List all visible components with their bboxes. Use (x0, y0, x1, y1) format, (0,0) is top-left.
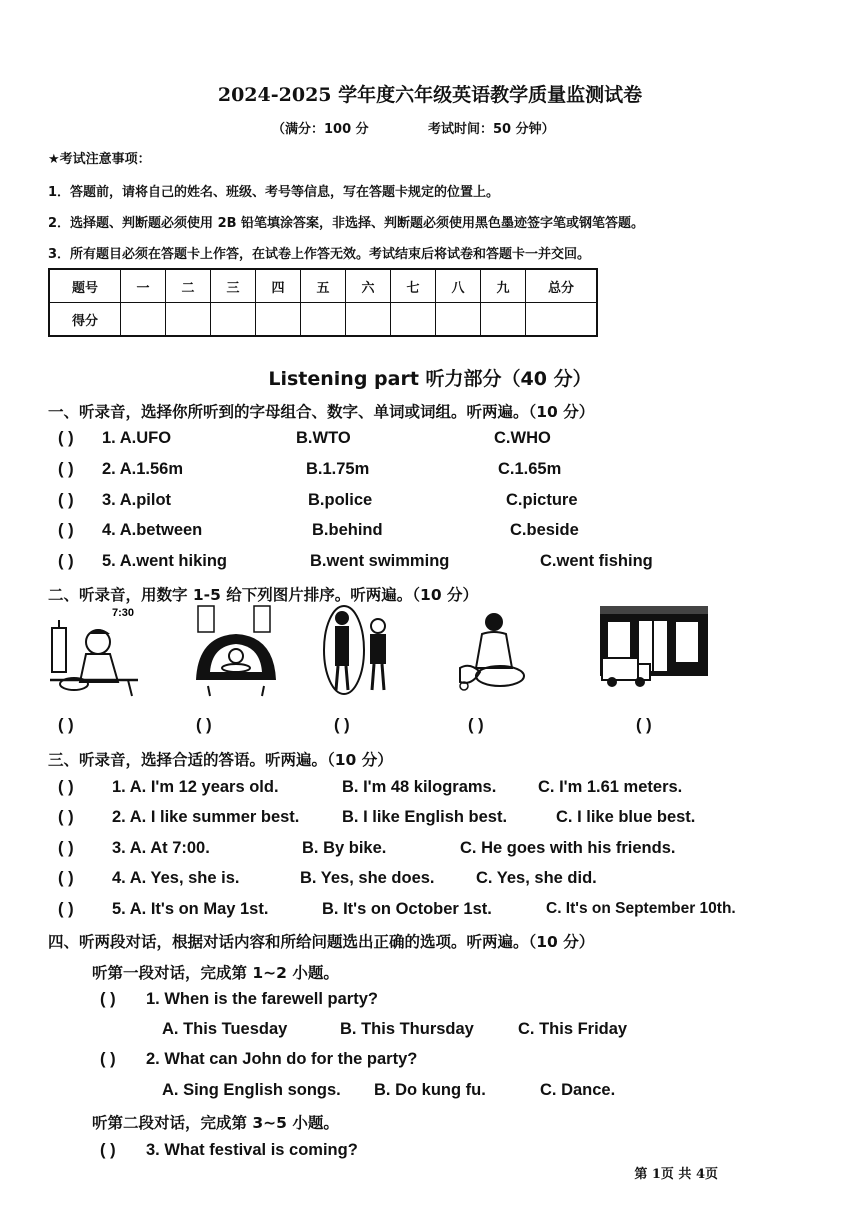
option-c: C. I'm 1.61 meters. (538, 778, 683, 796)
option-a: 2. A. I like summer best. (112, 808, 300, 826)
answer-blank[interactable]: ( ) (58, 839, 74, 857)
woman-washing-clothes-image (452, 602, 532, 698)
option-b: B.WTO (296, 429, 351, 447)
table-cell: 二 (166, 269, 211, 303)
score-cell[interactable] (256, 303, 301, 337)
table-cell: 得分 (49, 303, 121, 337)
picture-order-blank[interactable]: ( ) (468, 716, 484, 734)
two-people-talking-image (322, 602, 396, 698)
score-cell[interactable] (211, 303, 256, 337)
answer-blank[interactable]: ( ) (58, 491, 74, 509)
picture-order-blank[interactable]: ( ) (636, 716, 652, 734)
option-c: C. Yes, she did. (476, 869, 597, 887)
answer-blank[interactable]: ( ) (58, 521, 74, 539)
picture-order-blank[interactable]: ( ) (58, 716, 74, 734)
score-cell[interactable] (166, 303, 211, 337)
dialog-1-instruction: 听第一段对话，完成第 1~2 小题。 (92, 964, 339, 982)
dialog-2-instruction: 听第二段对话，完成第 3~5 小题。 (92, 1114, 339, 1132)
answer-blank[interactable]: ( ) (58, 552, 74, 570)
option-b: B. Yes, she does. (300, 869, 435, 887)
notice-heading: ★考试注意事项： (48, 152, 151, 167)
notice-item: 2．选择题、判断题必须使用 2B 铅笔填涂答案，非选择、判断题必须使用黑色墨迹签字笔或钢笔答题。 (48, 216, 645, 231)
option-a: A. Sing English songs. (162, 1081, 341, 1099)
table-cell: 总分 (526, 269, 598, 303)
option-a: 3. A. At 7:00. (112, 839, 210, 857)
option-a: 5. A.went hiking (102, 552, 227, 570)
option-c: C. He goes with his friends. (460, 839, 676, 857)
option-c: C. This Friday (518, 1020, 628, 1038)
option-b: B. This Thursday (340, 1020, 474, 1038)
option-a: 4. A.between (102, 521, 203, 539)
notice-item: 3．所有题目必须在答题卡上作答，在试卷上作答无效。考试结束后将试卷和答题卡一并交回。 (48, 247, 591, 262)
exam-time: 考试时间：50 分钟） (428, 122, 555, 137)
score-cell[interactable] (391, 303, 436, 337)
option-b: B. I'm 48 kilograms. (342, 778, 497, 796)
score-table-score-row (49, 303, 597, 337)
boy-eating-breakfast-image (48, 602, 140, 698)
answer-blank[interactable]: ( ) (58, 429, 74, 447)
option-b: B. It's on October 1st. (322, 900, 492, 918)
answer-blank[interactable]: ( ) (58, 778, 74, 796)
answer-blank[interactable]: ( ) (100, 1050, 116, 1068)
option-a: 5. A. It's on May 1st. (112, 900, 269, 918)
table-cell: 八 (436, 269, 481, 303)
score-table-header-row (49, 269, 597, 303)
option-a: 3. A.pilot (102, 491, 172, 509)
person-driving-car-image (190, 602, 282, 698)
score-cell[interactable] (481, 303, 526, 337)
question-text: 2. What can John do for the party? (146, 1050, 418, 1068)
table-cell: 题号 (49, 269, 121, 303)
answer-blank[interactable]: ( ) (58, 869, 74, 887)
option-b: B. By bike. (302, 839, 387, 857)
option-c: C.beside (510, 521, 579, 539)
option-a: 2. A.1.56m (102, 460, 184, 478)
table-cell: 九 (481, 269, 526, 303)
picture-order-blank[interactable]: ( ) (334, 716, 350, 734)
option-b: B. I like English best. (342, 808, 508, 826)
table-cell: 五 (301, 269, 346, 303)
answer-blank[interactable]: ( ) (58, 808, 74, 826)
score-cell[interactable] (301, 303, 346, 337)
score-table (48, 268, 598, 337)
notice-item: 1．答题前，请将自己的姓名、班级、考号等信息，写在答题卡规定的位置上。 (48, 185, 500, 200)
table-cell: 七 (391, 269, 436, 303)
option-a: 1. A.UFO (102, 429, 172, 447)
option-a: A. This Tuesday (162, 1020, 288, 1038)
option-b: B.went swimming (310, 552, 450, 570)
option-a: 4. A. Yes, she is. (112, 869, 240, 887)
shop-and-truck-image (598, 602, 712, 692)
answer-blank[interactable]: ( ) (58, 460, 74, 478)
option-b: B.behind (312, 521, 383, 539)
option-c: C.picture (506, 491, 578, 509)
section-1-heading: 一、听录音，选择你所听到的字母组合、数字、单词或词组。听两遍。（10 分） (48, 403, 595, 421)
score-cell[interactable] (526, 303, 598, 337)
full-score: （满分：100 分 (272, 122, 369, 137)
listening-part-title: Listening part 听力部分（40 分） (268, 368, 592, 390)
clock-time-label: 7:30 (112, 607, 135, 619)
option-c: C. It's on September 10th. (546, 900, 736, 917)
option-c: C. I like blue best. (556, 808, 696, 826)
table-cell: 四 (256, 269, 301, 303)
question-text: 1. When is the farewell party? (146, 990, 378, 1008)
option-c: C.WHO (494, 429, 551, 447)
page-number: 第 1页 共 4页 (634, 1167, 718, 1182)
option-b: B.police (308, 491, 373, 509)
table-cell: 一 (121, 269, 166, 303)
table-cell: 三 (211, 269, 256, 303)
exam-title: 2024-2025 学年度六年级英语教学质量监测试卷 (217, 84, 643, 106)
score-cell[interactable] (346, 303, 391, 337)
option-b: B. Do kung fu. (374, 1081, 486, 1099)
option-b: B.1.75m (306, 460, 370, 478)
option-c: C.1.65m (498, 460, 562, 478)
option-a: 1. A. I'm 12 years old. (112, 778, 279, 796)
answer-blank[interactable]: ( ) (100, 990, 116, 1008)
answer-blank[interactable]: ( ) (100, 1141, 116, 1159)
score-cell[interactable] (436, 303, 481, 337)
table-cell: 六 (346, 269, 391, 303)
option-c: C.went fishing (540, 552, 653, 570)
section-2-heading: 二、听录音，用数字 1-5 给下列图片排序。听两遍。（10 分） (48, 586, 479, 604)
question-text: 3. What festival is coming? (146, 1141, 358, 1159)
option-c: C. Dance. (540, 1081, 616, 1099)
answer-blank[interactable]: ( ) (58, 900, 74, 918)
section-4-heading: 四、听两段对话，根据对话内容和所给问题选出正确的选项。听两遍。（10 分） (48, 933, 595, 951)
section-3-heading: 三、听录音，选择合适的答语。听两遍。（10 分） (48, 751, 393, 769)
score-cell[interactable] (121, 303, 166, 337)
picture-order-blank[interactable]: ( ) (196, 716, 212, 734)
